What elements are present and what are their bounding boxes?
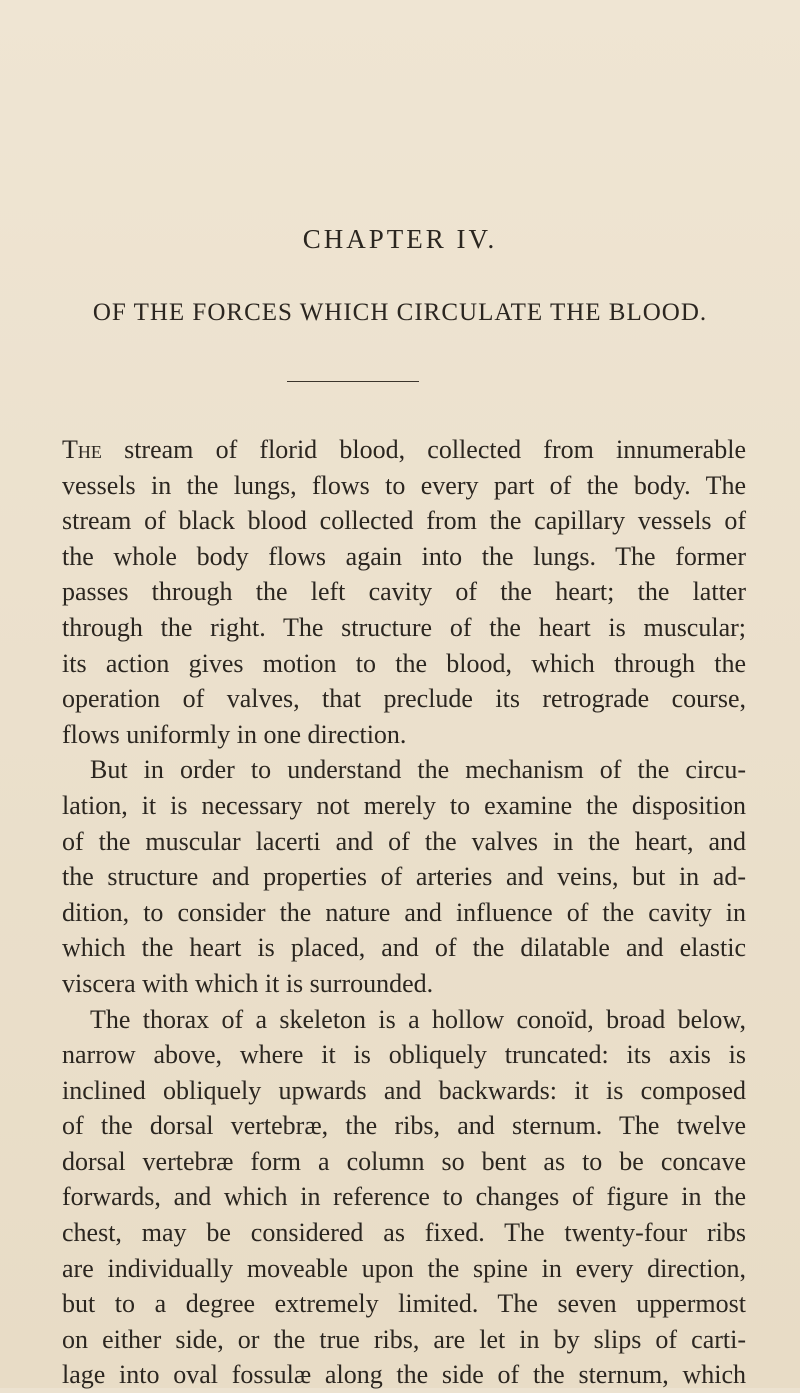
text-line: on either side, or the true ribs, are let in by slips of carti- bbox=[62, 1324, 746, 1354]
text-line: narrow above, where it is obliquely truncated: its axis is bbox=[62, 1040, 746, 1070]
text-line: inclined obliquely upwards and backwards: it is composed bbox=[62, 1075, 746, 1105]
text-line: passes through the left cavity of the heart; the latter bbox=[62, 577, 746, 607]
text-line: of the muscular lacerti and of the valves in the heart, and bbox=[62, 826, 746, 856]
text-line: stream of black blood collected from the capillary vessels of bbox=[62, 506, 746, 536]
text-line: through the right. The structure of the heart is muscular; bbox=[62, 612, 746, 642]
text-line: dorsal vertebræ form a column so bent as to be concave bbox=[62, 1146, 746, 1176]
text-line: of the dorsal vertebræ, the ribs, and sternum. The twelve bbox=[62, 1111, 746, 1141]
title-divider bbox=[287, 381, 419, 382]
text-line: which the heart is placed, and of the dilatable and elastic bbox=[62, 933, 746, 963]
text-line: operation of valves, that preclude its retrograde course, bbox=[62, 684, 746, 714]
text-line: forwards, and which in reference to changes of figure in the bbox=[62, 1182, 746, 1212]
body-text bbox=[62, 432, 746, 1393]
text-line: chest, may be considered as fixed. The twenty-four ribs bbox=[62, 1218, 746, 1248]
text-line: but to a degree extremely limited. The seven uppermost bbox=[62, 1289, 746, 1319]
text-line: But in order to understand the mechanism of the circu- bbox=[90, 755, 746, 785]
text-line: The thorax of a skeleton is a hollow conoïd, broad below, bbox=[90, 1004, 746, 1034]
first-word: The bbox=[62, 435, 102, 464]
text-line: vessels in the lungs, flows to every part of the body. The bbox=[62, 470, 746, 500]
text-line: viscera with which it is surrounded. bbox=[62, 968, 434, 998]
chapter-title: OF THE FORCES WHICH CIRCULATE THE BLOOD. bbox=[92, 299, 708, 326]
text-line: flows uniformly in one direction. bbox=[62, 719, 407, 749]
text-line: the whole body flows again into the lungs. The former bbox=[62, 541, 746, 571]
text-line: its action gives motion to the blood, which through the bbox=[62, 648, 746, 678]
chapter-heading: CHAPTER IV. bbox=[302, 224, 498, 254]
text-line: dition, to consider the nature and influence of the cavity in bbox=[62, 897, 746, 927]
text-line: the structure and properties of arteries and veins, but in ad- bbox=[62, 862, 746, 892]
text-line: lage into oval fossulæ along the side of the sternum, which bbox=[62, 1360, 746, 1390]
text-line: are individually moveable upon the spine in every direction, bbox=[62, 1253, 746, 1283]
text-line: The stream of florid blood, collected from innumerable bbox=[62, 435, 746, 464]
text-line: lation, it is necessary not merely to examine the disposition bbox=[62, 790, 746, 820]
